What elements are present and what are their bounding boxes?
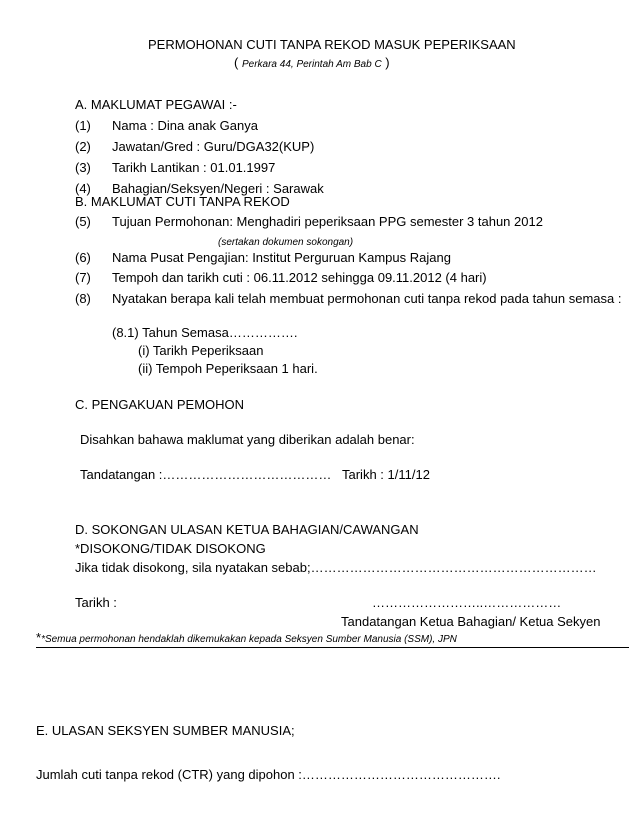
- supporting-doc-note: (sertakan dokumen sokongan): [218, 237, 354, 248]
- item-number: (8): [75, 291, 91, 306]
- item-number: (7): [75, 270, 91, 285]
- document-subtitle: [234, 55, 390, 73]
- head-signature-line: ……………………..………………: [372, 595, 562, 610]
- submission-footnote: **Semua permohonan hendaklah dikemukakan kepada Seksyen Sumber Manusia (SSM), JPN: [36, 630, 457, 645]
- appointment-date: Tarikh Lantikan : 01.01.1997: [112, 160, 276, 175]
- item-number: (3): [75, 160, 91, 175]
- head-date-label: Tarikh :: [75, 595, 117, 610]
- study-centre: Nama Pusat Pengajian: Institut Perguruan Kampus Rajang: [112, 250, 451, 265]
- document-title: PERMOHONAN CUTI TANPA REKOD MASUK PEPERIKSAAN: [148, 37, 516, 52]
- item-number: (5): [75, 214, 91, 229]
- current-year-line: (8.1) Tahun Semasa…………….: [112, 325, 298, 340]
- item-number: (6): [75, 250, 91, 265]
- staff-name: Nama : Dina anak Ganya: [112, 118, 258, 133]
- subtitle-text: Perkara 44, Perintah Am Bab C: [241, 59, 382, 70]
- footnote-text: *Semua permohonan hendaklah dikemukakan kepada Seksyen Sumber Manusia (SSM), JPN: [41, 634, 457, 645]
- item-number: (1): [75, 118, 91, 133]
- applicant-signature-line: Tandatangan :…………………………………: [80, 467, 332, 482]
- staff-department: Bahagian/Seksyen/Negeri : Sarawak: [112, 181, 324, 196]
- subtitle-open: (: [234, 55, 239, 70]
- item-number: (2): [75, 139, 91, 154]
- exam-duration-line: (ii) Tempoh Peperiksaan 1 hari.: [138, 361, 318, 376]
- staff-position: Jawatan/Gred : Guru/DGA32(KUP): [112, 139, 315, 154]
- reason-line: Jika tidak disokong, sila nyatakan sebab;…………………………………………………………: [75, 560, 597, 575]
- leave-period: Tempoh dan tarikh cuti : 06.11.2012 sehingga 09.11.2012 (4 hari): [112, 270, 487, 285]
- divider-line: [36, 647, 629, 648]
- subtitle-close: ): [385, 55, 390, 70]
- leave-purpose: Tujuan Permohonan: Menghadiri peperiksaan PPG semester 3 tahun 2012: [112, 214, 543, 229]
- section-c-heading: C. PENGAKUAN PEMOHON: [75, 397, 245, 412]
- exam-date-line: (i) Tarikh Peperiksaan: [138, 343, 264, 358]
- declaration-statement: Disahkan bahawa maklumat yang diberikan adalah benar:: [80, 432, 415, 447]
- applicant-date: Tarikh : 1/11/12: [342, 467, 430, 482]
- ctr-days-line: Jumlah cuti tanpa rekod (CTR) yang dipohon :……………………………………….: [36, 767, 501, 782]
- application-count-question: Nyatakan berapa kali telah membuat permohonan cuti tanpa rekod pada tahun semasa :: [112, 291, 622, 306]
- item-number: (4): [75, 181, 91, 196]
- section-b-heading: B. MAKLUMAT CUTI TANPA REKOD: [75, 194, 290, 209]
- head-signature-label: Tandatangan Ketua Bahagian/ Ketua Sekyen: [341, 614, 601, 629]
- section-d-heading: D. SOKONGAN ULASAN KETUA BAHAGIAN/CAWANGAN: [75, 522, 419, 537]
- section-a-heading: A. MAKLUMAT PEGAWAI :-: [75, 97, 237, 112]
- support-status: *DISOKONG/TIDAK DISOKONG: [75, 541, 266, 556]
- section-e-heading: E. ULASAN SEKSYEN SUMBER MANUSIA;: [36, 723, 295, 738]
